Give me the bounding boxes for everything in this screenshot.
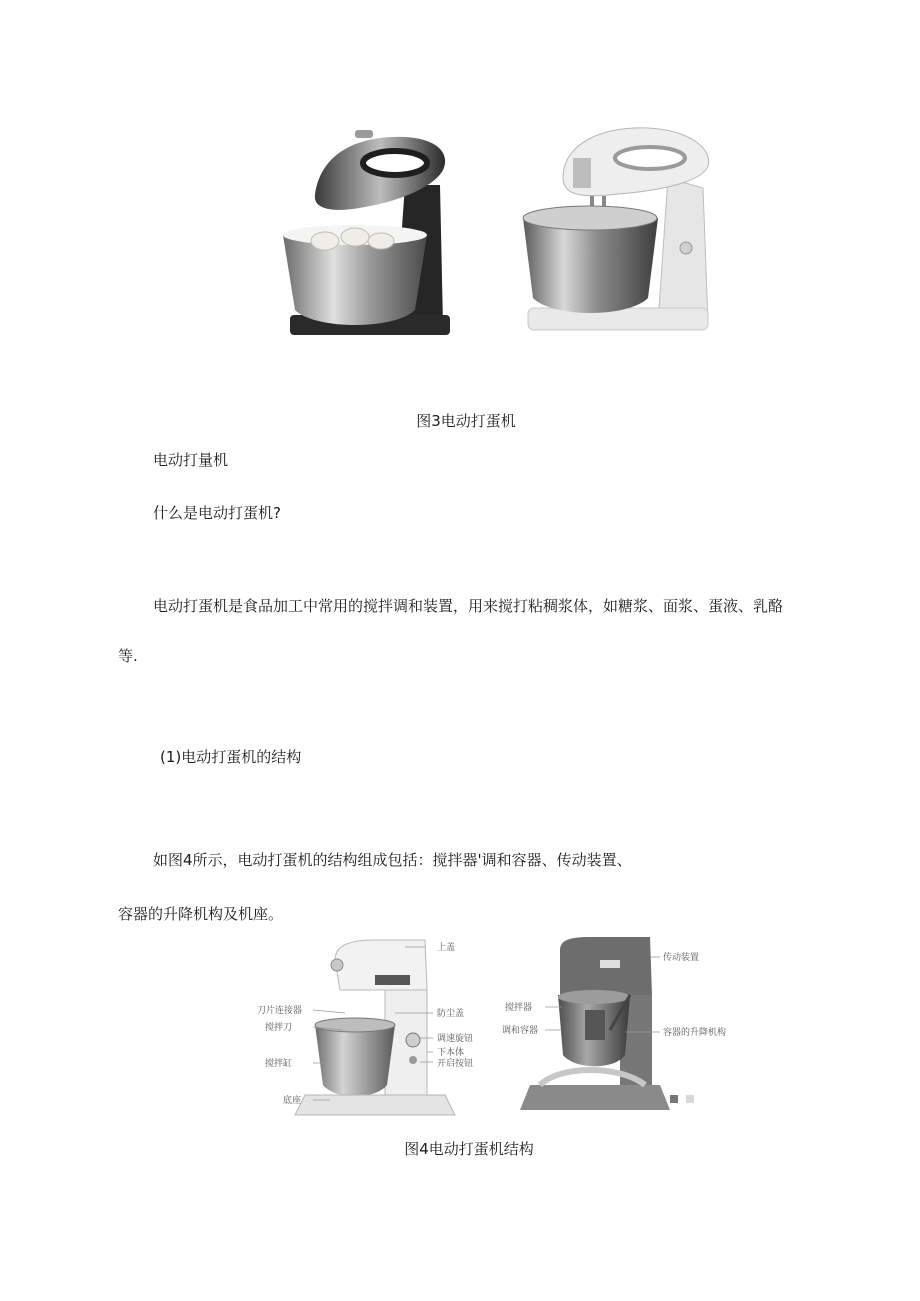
label-dust-cover: 防尘盖	[437, 1009, 465, 1019]
label-top-cover: 上盖	[437, 943, 456, 953]
figure4-diagram-left	[255, 935, 495, 1120]
figure3-image-right	[518, 118, 718, 338]
figure4-caption: 图4电动打蛋机结构	[404, 1140, 534, 1158]
section-heading-structure: (1)电动打蛋机的结构	[160, 748, 302, 766]
paragraph-definition-line2: 等.	[118, 647, 138, 665]
label-speed-knob: 调速旋钮	[437, 1034, 474, 1044]
label-bowl: 搅拌缸	[265, 1059, 293, 1069]
label-agitator: 搅拌器	[505, 1003, 533, 1013]
label-lower-body: 下本体	[437, 1048, 465, 1058]
label-container: 调和容器	[502, 1026, 539, 1036]
label-drive: 传动装置	[663, 953, 700, 963]
figure4-diagram-right	[500, 935, 730, 1115]
label-tool-connector: 刀片连接器	[257, 1006, 303, 1016]
paragraph-title: 电动打量机	[153, 451, 229, 469]
paragraph-definition-line1: 电动打蛋机是食品加工中常用的搅拌调和装置，用来搅打粘稠浆体，如糖浆、面浆、蛋液、乳酪	[153, 597, 784, 615]
paragraph-question: 什么是电动打蛋机?	[153, 504, 281, 522]
paragraph-structure-line2: 容器的升降机构及机座。	[118, 905, 284, 923]
label-start-button: 开启按钮	[437, 1059, 474, 1069]
paragraph-structure-line1: 如图4所示，电动打蛋机的结构组成包括：搅拌器'调和容器、传动装置、	[153, 851, 632, 869]
label-base: 底座	[283, 1096, 302, 1106]
label-whisk: 搅拌刀	[265, 1023, 293, 1033]
figure3-caption: 图3电动打蛋机	[416, 412, 516, 430]
label-lift: 容器的升降机构	[663, 1028, 727, 1038]
figure3-image-left	[275, 125, 455, 337]
